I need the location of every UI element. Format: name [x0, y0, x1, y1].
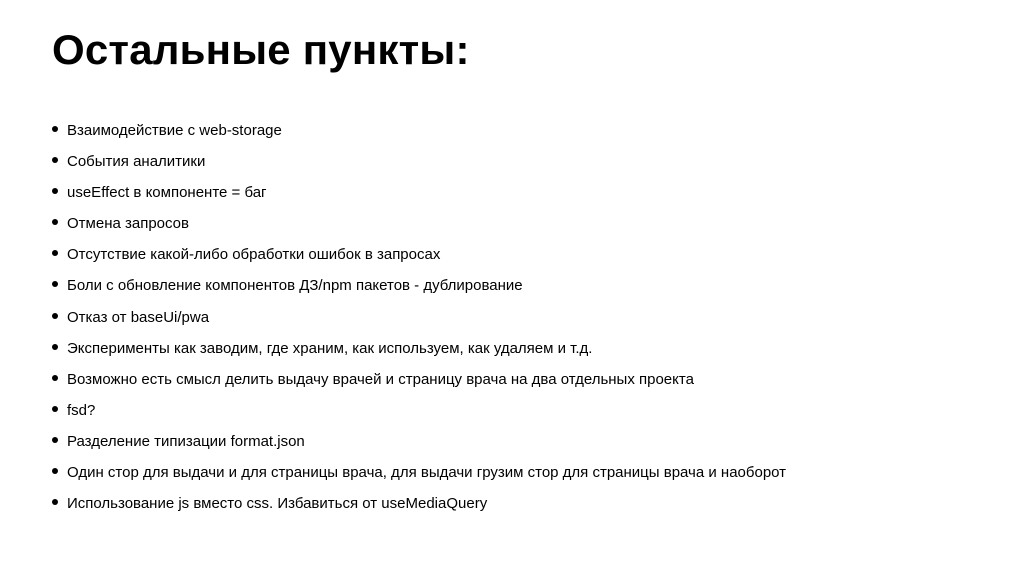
bullet-item — [52, 338, 992, 369]
bullet-dot-icon — [52, 126, 58, 132]
bullet-item — [52, 369, 992, 400]
bullet-text: Возможно есть смысл делить выдачу врачей и страницу врача на два отдельных проекта — [67, 370, 694, 388]
bullet-dot-icon — [52, 375, 58, 381]
bullet-dot-icon — [52, 219, 58, 225]
bullet-text: События аналитики — [67, 153, 206, 171]
bullet-dot-icon — [52, 157, 58, 163]
bullet-item — [52, 431, 992, 462]
bullet-item — [52, 151, 992, 182]
bullet-item — [52, 400, 992, 431]
bullet-text: Использование js вместо css. Избавиться от useMediaQuery — [67, 495, 488, 513]
bullet-dot-icon — [52, 406, 58, 412]
bullet-item — [52, 462, 992, 493]
bullet-dot-icon — [52, 250, 58, 256]
bullet-item — [52, 213, 992, 244]
bullet-item — [52, 244, 992, 275]
bullet-dot-icon — [52, 313, 58, 319]
bullet-text: Отсутствие какой-либо обработки ошибок в запросах — [67, 246, 441, 264]
bullet-dot-icon — [52, 468, 58, 474]
bullet-text: Боли с обновление компонентов ДЗ/npm пакетов - дублирование — [67, 277, 523, 295]
bullet-dot-icon — [52, 188, 58, 194]
bullet-text: useEffect в компоненте = баг — [67, 184, 267, 202]
bullet-text: Разделение типизации format.json — [67, 432, 305, 450]
bullet-dot-icon — [52, 437, 58, 443]
bullet-dot-icon — [52, 499, 58, 505]
slide-title: Остальные пункты: — [52, 26, 470, 73]
bullet-item — [52, 120, 992, 151]
bullet-text: Один стор для выдачи и для страницы врача, для выдачи грузим стор для страницы врача и наоборот — [67, 464, 787, 482]
bullet-text: Взаимодействие с web-storage — [67, 122, 282, 139]
bullet-item — [52, 182, 992, 213]
bullet-item — [52, 493, 992, 524]
bullet-list — [52, 120, 992, 524]
bullet-dot-icon — [52, 344, 58, 350]
bullet-text: Отмена запросов — [67, 215, 189, 233]
bullet-item — [52, 275, 992, 306]
bullet-text: Эксперименты как заводим, где храним, как используем, как удаляем и т.д. — [67, 339, 593, 357]
bullet-item — [52, 307, 992, 338]
bullet-text: fsd? — [67, 401, 96, 419]
bullet-dot-icon — [52, 281, 58, 287]
bullet-text: Отказ от baseUi/pwa — [67, 308, 210, 326]
